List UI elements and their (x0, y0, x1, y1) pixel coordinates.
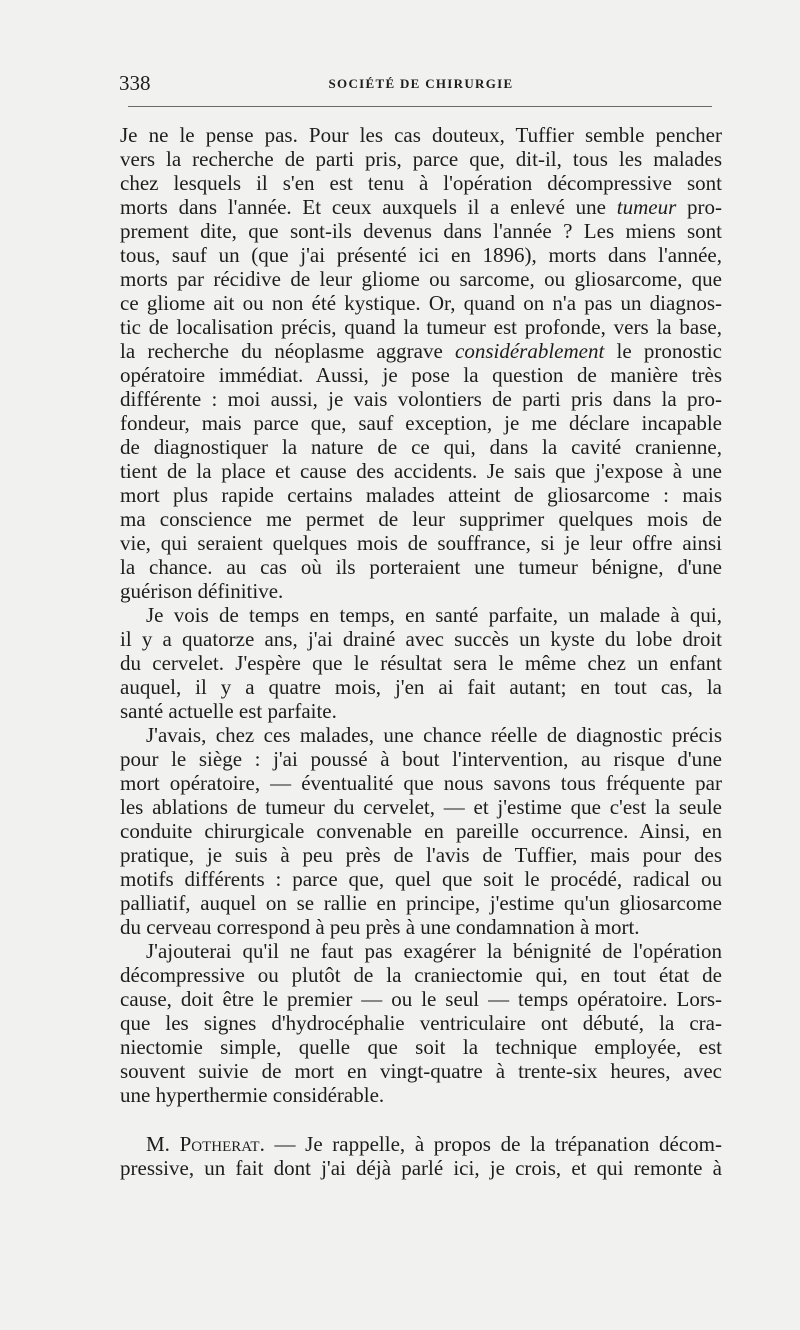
text-line (120, 963, 722, 987)
text-span: il y a quatorze ans, j'ai drainé avec succès un kyste du lobe droit (120, 627, 722, 651)
text-span: cause, doit être le premier — ou le seul — temps opératoire. Lors- (120, 987, 722, 1011)
text-span: morts par récidive de leur gliome ou sarcome, ou gliosarcome, que (120, 267, 722, 291)
text-line (120, 747, 722, 771)
italic-text: tumeur (616, 195, 677, 219)
paragraph (120, 939, 722, 1107)
text-span: M. (146, 1132, 180, 1156)
text-line (120, 603, 722, 627)
text-span: différente : moi aussi, je vais volontiers de parti pris dans la pro- (120, 387, 722, 411)
text-span: pressive, un fait dont j'ai déjà parlé ici, je crois, et qui remonte à (120, 1156, 722, 1180)
text-span: les ablations de tumeur du cervelet, — et j'estime que c'est la seule (120, 795, 722, 819)
text-span: conduite chirurgicale convenable en pareille occurrence. Ainsi, en (120, 819, 722, 843)
text-line (120, 459, 722, 483)
text-line (120, 123, 722, 147)
running-title: SOCIÉTÉ DE CHIRURGIE (328, 76, 514, 91)
text-line (120, 651, 722, 675)
text-line (120, 267, 722, 291)
text-line (120, 867, 722, 891)
text-span: souvent suivie de mort en vingt-quatre à trente-six heures, avec (120, 1059, 722, 1083)
body-text (120, 123, 722, 1180)
paragraph (120, 1132, 722, 1180)
text-span: J'avais, chez ces malades, une chance réelle de diagnostic précis (146, 723, 722, 747)
text-span: une hyperthermie considérable. (120, 1083, 385, 1107)
text-line (120, 531, 722, 555)
text-line (120, 243, 722, 267)
text-span: fondeur, mais parce que, sauf exception, je me déclare incapable (120, 411, 722, 435)
text-line (120, 699, 722, 723)
text-span: Je ne le pense pas. Pour les cas douteux, Tuffier semble pencher (120, 123, 722, 147)
text-span: niectomie simple, quelle que soit la technique employée, est (120, 1035, 722, 1059)
text-line (120, 891, 722, 915)
text-line (120, 339, 722, 363)
text-span: décompressive ou plutôt de la craniectomie qui, en tout état de (120, 963, 722, 987)
text-span: de diagnostiquer la nature de ce qui, dans la cavité cranienne, (120, 435, 722, 459)
text-span: chez lesquels il s'en est tenu à l'opération décompressive sont (120, 171, 722, 195)
text-line (120, 579, 722, 603)
text-span: Je vois de temps en temps, en santé parfaite, un malade à qui, (146, 603, 722, 627)
smallcaps-text: Potherat (179, 1132, 260, 1156)
text-line (120, 195, 722, 219)
text-line (120, 219, 722, 243)
text-span: ma conscience me permet de leur supprimer quelques mois de (120, 507, 722, 531)
text-line (120, 363, 722, 387)
text-span: . — Je rappelle, à propos de la trépanation décom- (259, 1132, 722, 1156)
text-span: pro- (676, 195, 722, 219)
text-span: du cervelet. J'espère que le résultat sera le même chez un enfant (120, 651, 722, 675)
text-line (120, 627, 722, 651)
text-span: santé actuelle est parfaite. (120, 699, 337, 723)
text-span: pratique, je suis à peu près de l'avis de Tuffier, mais pour des (120, 843, 722, 867)
text-span: ce gliome ait ou non été kystique. Or, quand on n'a pas un diagnos- (120, 291, 722, 315)
text-line (120, 1156, 722, 1180)
text-span: auquel, il y a quatre mois, j'en ai fait autant; en tout cas, la (120, 675, 722, 699)
text-span: la chance. au cas où ils porteraient une tumeur bénigne, d'une (120, 555, 722, 579)
text-line (120, 411, 722, 435)
text-line (120, 723, 722, 747)
text-span: prement dite, que sont-ils devenus dans l'année ? Les miens sont (120, 219, 722, 243)
text-span: vers la recherche de parti pris, parce que, dit-il, tous les malades (120, 147, 722, 171)
text-span: guérison définitive. (120, 579, 284, 603)
text-span: morts dans l'année. Et ceux auxquels il a enlevé une (120, 195, 617, 219)
text-span: tic de localisation précis, quand la tumeur est profonde, vers la base, (120, 315, 722, 339)
paragraph (120, 123, 722, 603)
text-line (120, 795, 722, 819)
text-line (120, 147, 722, 171)
text-span: opératoire immédiat. Aussi, je pose la question de manière très (120, 363, 722, 387)
text-line (120, 555, 722, 579)
header-rule (128, 106, 712, 107)
text-span: le pronostic (604, 339, 723, 363)
text-span: palliatif, auquel on se rallie en principe, j'estime qu'un gliosarcome (120, 891, 722, 915)
page-number: 338 (119, 71, 151, 95)
text-line (120, 507, 722, 531)
text-span: la recherche du néoplasme aggrave (120, 339, 455, 363)
text-line (120, 819, 722, 843)
text-span: mort plus rapide certains malades atteint de gliosarcome : mais (120, 483, 722, 507)
text-line (120, 1132, 722, 1156)
text-line (120, 915, 722, 939)
italic-text: considérablement (455, 339, 605, 363)
text-span: pour le siège : j'ai poussé à bout l'intervention, au risque d'une (120, 747, 722, 771)
text-line (120, 1011, 722, 1035)
paragraph (120, 603, 722, 723)
text-span: tient de la place et cause des accidents. Je sais que j'expose à une (120, 459, 722, 483)
text-line (120, 1059, 722, 1083)
text-span: que les signes d'hydrocéphalie ventriculaire ont débuté, la cra- (120, 1011, 722, 1035)
text-line (120, 435, 722, 459)
text-span: J'ajouterai qu'il ne faut pas exagérer la bénignité de l'opération (146, 939, 722, 963)
text-line (120, 387, 722, 411)
text-span: vie, qui seraient quelques mois de souffrance, si je leur offre ainsi (120, 531, 722, 555)
text-line (120, 291, 722, 315)
text-line (120, 987, 722, 1011)
text-line (120, 1035, 722, 1059)
text-line (120, 315, 722, 339)
text-line (120, 171, 722, 195)
text-span: tous, sauf un (que j'ai présenté ici en 1896), morts dans l'année, (120, 243, 722, 267)
text-span: motifs différents : parce que, quel que soit le procédé, radical ou (120, 867, 722, 891)
text-line (120, 483, 722, 507)
text-line (120, 939, 722, 963)
text-line (120, 843, 722, 867)
text-line (120, 771, 722, 795)
text-line (120, 1083, 722, 1107)
text-span: mort opératoire, — éventualité que nous savons tous fréquente par (120, 771, 722, 795)
paragraph (120, 723, 722, 939)
text-span: du cerveau correspond à peu près à une condamnation à mort. (120, 915, 640, 939)
text-line (120, 675, 722, 699)
